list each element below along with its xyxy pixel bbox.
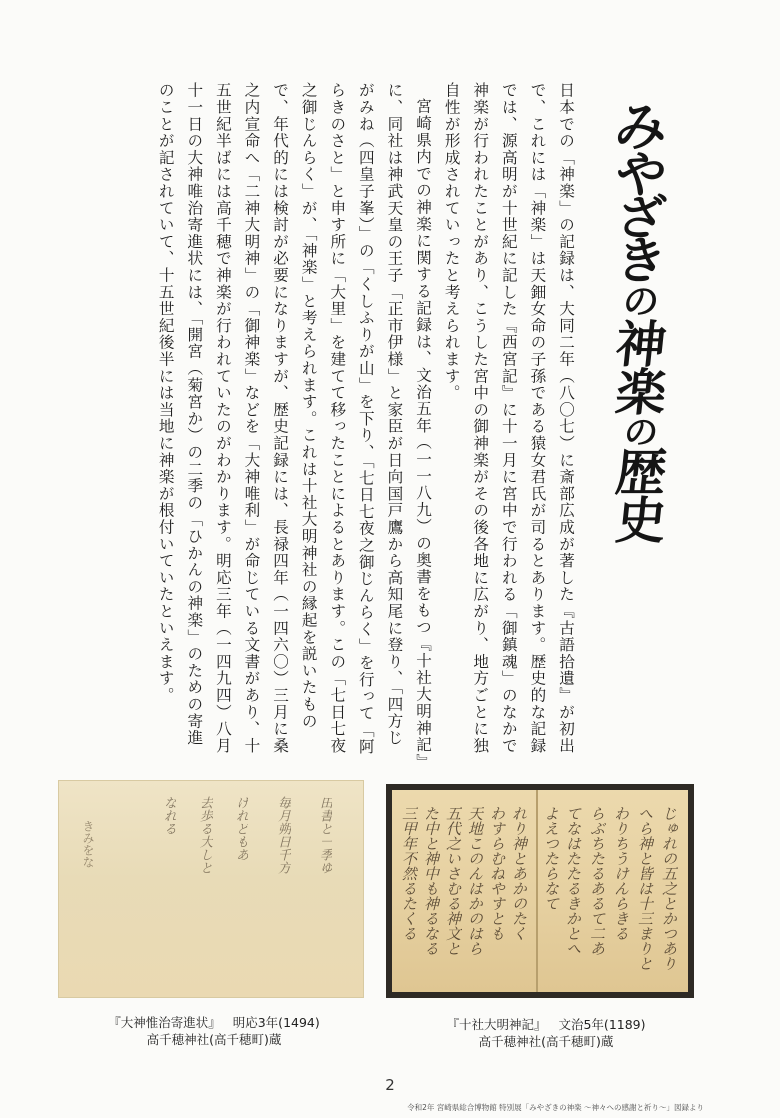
script-column: けれどもあ	[233, 796, 248, 861]
script-column: れり神とあかのたく	[510, 806, 528, 941]
footer-credit: 令和2年 宮崎県総合博物館 特別展「みやざきの神楽 ～神々への感謝と祈り～」図録より	[407, 1103, 704, 1112]
script-column: なれる	[161, 796, 176, 835]
body-text	[110, 82, 580, 762]
paragraph-1: 日本での「神楽」の記録は、大同二年（八〇七）に斎部広成が著した『古語拾遺』が初出で、これには「神楽」は天鈿女命の子孫である猿女君氏が司るとあります。歴史的な記録では、源高明が十世紀に記した『西宮記』に十一月に宮中で行われる「御鎮魂」のなかで神楽が行われたことがあり、こうした宮中の御神楽がその後各地に広がり、地方ごとに独自性が形成されていったと考えられます。	[442, 82, 575, 754]
title-char: や	[612, 145, 670, 204]
title-char: 神	[612, 315, 670, 374]
script-column: 田書と一季ゆ	[317, 796, 332, 874]
caption-date: 文治5年(1189)	[558, 1017, 646, 1032]
document-photo-right	[386, 784, 694, 998]
script-column: 去歩る大しと	[197, 796, 212, 874]
title-char: ざ	[614, 190, 668, 246]
title-char: 史	[612, 491, 670, 550]
page-title	[598, 97, 684, 550]
document-photo-left	[58, 780, 364, 998]
caption-owner: 高千穂神社(高千穂町)蔵	[146, 1032, 282, 1047]
title-char: み	[611, 97, 671, 158]
caption-owner: 高千穂神社(高千穂町)蔵	[478, 1034, 614, 1049]
script-column: 毎月朔日千方	[275, 796, 290, 874]
script-column: じゅれの五之とかつあり	[660, 806, 678, 971]
script-column: らぶちたるあるて二あ	[588, 806, 606, 956]
document-signature: きみをな	[81, 820, 95, 868]
script-column: わすらむねやすとも	[488, 806, 506, 941]
script-column: よえつたらなて	[542, 806, 560, 911]
script-column: 三甲年不然るたくる	[400, 806, 418, 941]
title-char: 歴	[612, 443, 670, 502]
caption-date: 明応3年(1494)	[232, 1015, 320, 1030]
script-column: た中と神中も神るなる	[422, 806, 440, 956]
caption-line-1	[90, 1014, 338, 1031]
title-char: き	[612, 231, 670, 290]
title-char: の	[620, 281, 662, 323]
script-column: わりちうけんらきる	[612, 806, 630, 941]
script-column: てなはたたるきかとへ	[564, 806, 582, 956]
book-page-right	[538, 790, 688, 992]
page-number: 2	[385, 1076, 395, 1094]
caption-document-name: 『大神惟治寄進状』	[108, 1015, 221, 1030]
book-page-left	[392, 790, 538, 992]
title-char: 楽	[612, 363, 670, 422]
script-column: へら神と皆は十三まりと	[636, 806, 654, 971]
caption-document-name: 『十社大明神記』	[446, 1017, 547, 1032]
script-column: 天地このんはかのはら	[466, 806, 484, 956]
caption-right	[420, 1016, 672, 1050]
caption-left	[90, 1014, 338, 1048]
script-column: 五代之いさむる神文と	[444, 806, 462, 956]
caption-line-1	[420, 1016, 672, 1033]
paragraph-2: 宮崎県内での神楽に関する記録は、文治五年（一一八九）の奥書をもつ『十社大明神記』に、同社は神武天皇の王子「正市伊様」と家臣が日向国戸鷹から高知尾に登り、「四方じがみね（四皇子峯）」の「くしふりが山」を下り、「七日七夜之御じんらく」を行って「阿らきのさと」と申す所に「大里」を建てて移ったことによるとあります。この「七日七夜之御じんらく」が、「神楽」と考えられます。これは十社大明神社の縁起を説いたもので、年代的には検討が必要になりますが、歴史記録には、長禄四年（一四六〇）三月に桑之内宣命へ「二神大明神」の「御神楽」などを「大神唯利」が命じている文書があり、十五世紀半ばには高千穂で神楽が行われていたのがわかります。明応三年（一四九四）八月十一日の大神唯治寄進状には、「開宮（菊宮か）の二季の「ひかんの神楽」のための寄進のことが記されていて、十五世紀後半には当地に神楽が根付いていたといえます。	[156, 82, 433, 762]
title-char: の	[621, 413, 661, 453]
